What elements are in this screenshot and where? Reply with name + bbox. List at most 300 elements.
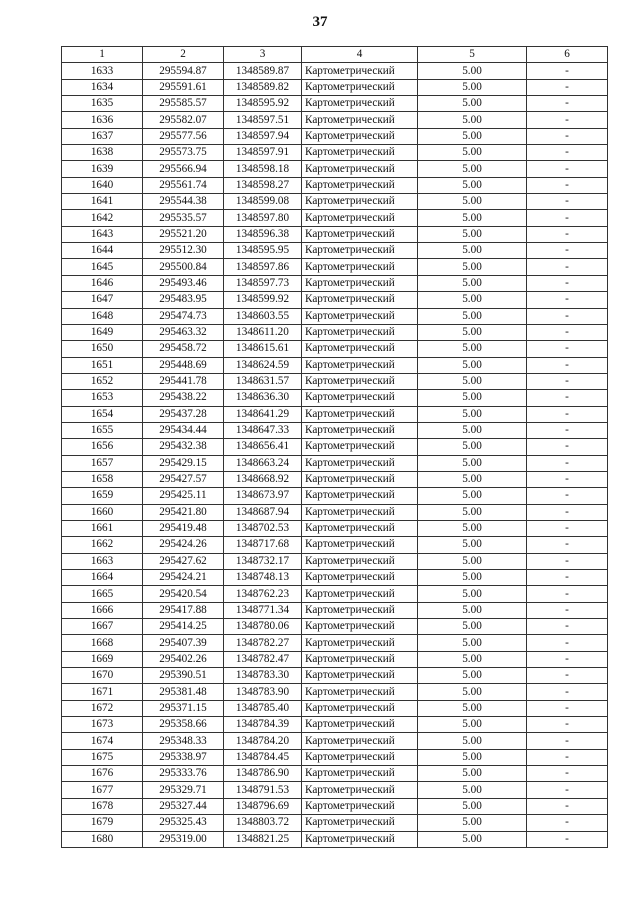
accuracy-cell: 5.00	[418, 700, 527, 716]
x-coordinate-cell: 295585.57	[143, 96, 224, 112]
method-cell: Картометрический	[302, 766, 418, 782]
table-row	[62, 619, 608, 635]
x-coordinate-cell: 295381.48	[143, 684, 224, 700]
point-number-cell: 1668	[62, 635, 143, 651]
table-row	[62, 308, 608, 324]
point-number-cell: 1655	[62, 422, 143, 438]
method-cell: Картометрический	[302, 537, 418, 553]
point-number-cell: 1673	[62, 717, 143, 733]
x-coordinate-cell: 295371.15	[143, 700, 224, 716]
x-coordinate-cell: 295535.57	[143, 210, 224, 226]
description-cell: -	[527, 439, 608, 455]
method-cell: Картометрический	[302, 194, 418, 210]
method-cell: Картометрический	[302, 357, 418, 373]
x-coordinate-cell: 295427.62	[143, 553, 224, 569]
method-cell: Картометрический	[302, 292, 418, 308]
table-row	[62, 357, 608, 373]
method-cell: Картометрический	[302, 668, 418, 684]
y-coordinate-cell: 1348687.94	[224, 504, 302, 520]
table-row	[62, 128, 608, 144]
table-row	[62, 226, 608, 242]
accuracy-cell: 5.00	[418, 275, 527, 291]
description-cell: -	[527, 226, 608, 242]
accuracy-cell: 5.00	[418, 553, 527, 569]
y-coordinate-cell: 1348596.38	[224, 226, 302, 242]
x-coordinate-cell: 295458.72	[143, 341, 224, 357]
y-coordinate-cell: 1348663.24	[224, 455, 302, 471]
y-coordinate-cell: 1348717.68	[224, 537, 302, 553]
accuracy-cell: 5.00	[418, 63, 527, 79]
point-number-cell: 1639	[62, 161, 143, 177]
method-cell: Картометрический	[302, 341, 418, 357]
description-cell: -	[527, 259, 608, 275]
column-header-3: 3	[224, 47, 302, 63]
description-cell: -	[527, 504, 608, 520]
table-row	[62, 684, 608, 700]
table-row	[62, 96, 608, 112]
point-number-cell: 1644	[62, 243, 143, 259]
point-number-cell: 1674	[62, 733, 143, 749]
table-row	[62, 406, 608, 422]
accuracy-cell: 5.00	[418, 128, 527, 144]
table-row	[62, 586, 608, 602]
table-row	[62, 161, 608, 177]
x-coordinate-cell: 295582.07	[143, 112, 224, 128]
y-coordinate-cell: 1348656.41	[224, 439, 302, 455]
accuracy-cell: 5.00	[418, 733, 527, 749]
point-number-cell: 1667	[62, 619, 143, 635]
point-number-cell: 1676	[62, 766, 143, 782]
table-row	[62, 537, 608, 553]
x-coordinate-cell: 295329.71	[143, 782, 224, 798]
description-cell: -	[527, 390, 608, 406]
table-row	[62, 798, 608, 814]
description-cell: -	[527, 700, 608, 716]
y-coordinate-cell: 1348771.34	[224, 602, 302, 618]
point-number-cell: 1640	[62, 177, 143, 193]
y-coordinate-cell: 1348821.25	[224, 831, 302, 847]
table-row	[62, 259, 608, 275]
description-cell: -	[527, 308, 608, 324]
y-coordinate-cell: 1348611.20	[224, 324, 302, 340]
method-cell: Картометрический	[302, 275, 418, 291]
accuracy-cell: 5.00	[418, 439, 527, 455]
description-cell: -	[527, 161, 608, 177]
description-cell: -	[527, 815, 608, 831]
accuracy-cell: 5.00	[418, 455, 527, 471]
accuracy-cell: 5.00	[418, 668, 527, 684]
method-cell: Картометрический	[302, 619, 418, 635]
method-cell: Картометрический	[302, 733, 418, 749]
method-cell: Картометрический	[302, 390, 418, 406]
accuracy-cell: 5.00	[418, 210, 527, 226]
method-cell: Картометрический	[302, 145, 418, 161]
description-cell: -	[527, 79, 608, 95]
column-header-6: 6	[527, 47, 608, 63]
x-coordinate-cell: 295325.43	[143, 815, 224, 831]
method-cell: Картометрический	[302, 455, 418, 471]
point-number-cell: 1656	[62, 439, 143, 455]
description-cell: -	[527, 194, 608, 210]
point-number-cell: 1633	[62, 63, 143, 79]
x-coordinate-cell: 295437.28	[143, 406, 224, 422]
table-row	[62, 700, 608, 716]
accuracy-cell: 5.00	[418, 619, 527, 635]
point-number-cell: 1661	[62, 520, 143, 536]
table-row	[62, 145, 608, 161]
x-coordinate-cell: 295448.69	[143, 357, 224, 373]
x-coordinate-cell: 295512.30	[143, 243, 224, 259]
description-cell: -	[527, 292, 608, 308]
description-cell: -	[527, 520, 608, 536]
x-coordinate-cell: 295414.25	[143, 619, 224, 635]
accuracy-cell: 5.00	[418, 373, 527, 389]
method-cell: Картометрический	[302, 373, 418, 389]
x-coordinate-cell: 295500.84	[143, 259, 224, 275]
table-row	[62, 749, 608, 765]
x-coordinate-cell: 295348.33	[143, 733, 224, 749]
x-coordinate-cell: 295474.73	[143, 308, 224, 324]
table-row	[62, 488, 608, 504]
x-coordinate-cell: 295483.95	[143, 292, 224, 308]
method-cell: Картометрический	[302, 520, 418, 536]
point-number-cell: 1672	[62, 700, 143, 716]
table-row	[62, 651, 608, 667]
description-cell: -	[527, 831, 608, 847]
point-number-cell: 1648	[62, 308, 143, 324]
accuracy-cell: 5.00	[418, 831, 527, 847]
table-row	[62, 373, 608, 389]
point-number-cell: 1646	[62, 275, 143, 291]
table-row	[62, 553, 608, 569]
method-cell: Картометрический	[302, 422, 418, 438]
method-cell: Картометрический	[302, 684, 418, 700]
point-number-cell: 1647	[62, 292, 143, 308]
x-coordinate-cell: 295420.54	[143, 586, 224, 602]
y-coordinate-cell: 1348603.55	[224, 308, 302, 324]
column-header-1: 1	[62, 47, 143, 63]
method-cell: Картометрический	[302, 259, 418, 275]
point-number-cell: 1657	[62, 455, 143, 471]
description-cell: -	[527, 668, 608, 684]
description-cell: -	[527, 243, 608, 259]
y-coordinate-cell: 1348782.47	[224, 651, 302, 667]
method-cell: Картометрический	[302, 504, 418, 520]
accuracy-cell: 5.00	[418, 390, 527, 406]
method-cell: Картометрический	[302, 471, 418, 487]
table-row	[62, 831, 608, 847]
accuracy-cell: 5.00	[418, 602, 527, 618]
description-cell: -	[527, 275, 608, 291]
x-coordinate-cell: 295561.74	[143, 177, 224, 193]
table-row	[62, 815, 608, 831]
y-coordinate-cell: 1348589.82	[224, 79, 302, 95]
description-cell: -	[527, 766, 608, 782]
table-row	[62, 635, 608, 651]
x-coordinate-cell: 295424.21	[143, 570, 224, 586]
accuracy-cell: 5.00	[418, 79, 527, 95]
point-number-cell: 1651	[62, 357, 143, 373]
coordinates-table	[61, 46, 608, 848]
table-row	[62, 210, 608, 226]
y-coordinate-cell: 1348791.53	[224, 782, 302, 798]
point-number-cell: 1678	[62, 798, 143, 814]
description-cell: -	[527, 553, 608, 569]
accuracy-cell: 5.00	[418, 357, 527, 373]
description-cell: -	[527, 684, 608, 700]
column-header-4: 4	[302, 47, 418, 63]
description-cell: -	[527, 324, 608, 340]
y-coordinate-cell: 1348803.72	[224, 815, 302, 831]
x-coordinate-cell: 295521.20	[143, 226, 224, 242]
y-coordinate-cell: 1348597.86	[224, 259, 302, 275]
description-cell: -	[527, 341, 608, 357]
accuracy-cell: 5.00	[418, 749, 527, 765]
y-coordinate-cell: 1348784.39	[224, 717, 302, 733]
accuracy-cell: 5.00	[418, 766, 527, 782]
table-row	[62, 439, 608, 455]
method-cell: Картометрический	[302, 749, 418, 765]
description-cell: -	[527, 112, 608, 128]
accuracy-cell: 5.00	[418, 112, 527, 128]
method-cell: Картометрический	[302, 717, 418, 733]
x-coordinate-cell: 295333.76	[143, 766, 224, 782]
point-number-cell: 1669	[62, 651, 143, 667]
method-cell: Картометрический	[302, 635, 418, 651]
accuracy-cell: 5.00	[418, 471, 527, 487]
method-cell: Картометрический	[302, 324, 418, 340]
accuracy-cell: 5.00	[418, 798, 527, 814]
table-row	[62, 668, 608, 684]
accuracy-cell: 5.00	[418, 308, 527, 324]
point-number-cell: 1670	[62, 668, 143, 684]
point-number-cell: 1666	[62, 602, 143, 618]
x-coordinate-cell: 295566.94	[143, 161, 224, 177]
method-cell: Картометрический	[302, 308, 418, 324]
point-number-cell: 1663	[62, 553, 143, 569]
accuracy-cell: 5.00	[418, 259, 527, 275]
point-number-cell: 1635	[62, 96, 143, 112]
accuracy-cell: 5.00	[418, 651, 527, 667]
y-coordinate-cell: 1348636.30	[224, 390, 302, 406]
point-number-cell: 1652	[62, 373, 143, 389]
y-coordinate-cell: 1348615.61	[224, 341, 302, 357]
accuracy-cell: 5.00	[418, 177, 527, 193]
y-coordinate-cell: 1348702.53	[224, 520, 302, 536]
method-cell: Картометрический	[302, 651, 418, 667]
accuracy-cell: 5.00	[418, 586, 527, 602]
x-coordinate-cell: 295427.57	[143, 471, 224, 487]
method-cell: Картометрический	[302, 798, 418, 814]
description-cell: -	[527, 602, 608, 618]
table-row	[62, 112, 608, 128]
point-number-cell: 1665	[62, 586, 143, 602]
column-header-5: 5	[418, 47, 527, 63]
point-number-cell: 1654	[62, 406, 143, 422]
description-cell: -	[527, 455, 608, 471]
point-number-cell: 1679	[62, 815, 143, 831]
method-cell: Картометрический	[302, 177, 418, 193]
method-cell: Картометрический	[302, 63, 418, 79]
y-coordinate-cell: 1348598.18	[224, 161, 302, 177]
y-coordinate-cell: 1348624.59	[224, 357, 302, 373]
accuracy-cell: 5.00	[418, 782, 527, 798]
x-coordinate-cell: 295463.32	[143, 324, 224, 340]
description-cell: -	[527, 422, 608, 438]
description-cell: -	[527, 210, 608, 226]
y-coordinate-cell: 1348732.17	[224, 553, 302, 569]
point-number-cell: 1658	[62, 471, 143, 487]
description-cell: -	[527, 145, 608, 161]
y-coordinate-cell: 1348785.40	[224, 700, 302, 716]
x-coordinate-cell: 295573.75	[143, 145, 224, 161]
table-row	[62, 63, 608, 79]
y-coordinate-cell: 1348786.90	[224, 766, 302, 782]
method-cell: Картометрический	[302, 226, 418, 242]
accuracy-cell: 5.00	[418, 324, 527, 340]
description-cell: -	[527, 586, 608, 602]
x-coordinate-cell: 295358.66	[143, 717, 224, 733]
method-cell: Картометрический	[302, 831, 418, 847]
description-cell: -	[527, 733, 608, 749]
point-number-cell: 1664	[62, 570, 143, 586]
method-cell: Картометрический	[302, 79, 418, 95]
y-coordinate-cell: 1348631.57	[224, 373, 302, 389]
y-coordinate-cell: 1348783.90	[224, 684, 302, 700]
table-row	[62, 570, 608, 586]
y-coordinate-cell: 1348796.69	[224, 798, 302, 814]
method-cell: Картометрический	[302, 161, 418, 177]
y-coordinate-cell: 1348673.97	[224, 488, 302, 504]
table-row	[62, 782, 608, 798]
point-number-cell: 1671	[62, 684, 143, 700]
accuracy-cell: 5.00	[418, 96, 527, 112]
accuracy-cell: 5.00	[418, 422, 527, 438]
x-coordinate-cell: 295424.26	[143, 537, 224, 553]
accuracy-cell: 5.00	[418, 570, 527, 586]
point-number-cell: 1637	[62, 128, 143, 144]
x-coordinate-cell: 295319.00	[143, 831, 224, 847]
table-header-row	[62, 47, 608, 63]
accuracy-cell: 5.00	[418, 145, 527, 161]
method-cell: Картометрический	[302, 815, 418, 831]
table-body	[62, 63, 608, 848]
description-cell: -	[527, 782, 608, 798]
y-coordinate-cell: 1348599.08	[224, 194, 302, 210]
description-cell: -	[527, 177, 608, 193]
table-row	[62, 602, 608, 618]
column-header-2: 2	[143, 47, 224, 63]
description-cell: -	[527, 798, 608, 814]
table-row	[62, 243, 608, 259]
accuracy-cell: 5.00	[418, 161, 527, 177]
accuracy-cell: 5.00	[418, 488, 527, 504]
x-coordinate-cell: 295577.56	[143, 128, 224, 144]
point-number-cell: 1677	[62, 782, 143, 798]
x-coordinate-cell: 295434.44	[143, 422, 224, 438]
x-coordinate-cell: 295438.22	[143, 390, 224, 406]
method-cell: Картометрический	[302, 406, 418, 422]
point-number-cell: 1636	[62, 112, 143, 128]
x-coordinate-cell: 295429.15	[143, 455, 224, 471]
method-cell: Картометрический	[302, 96, 418, 112]
y-coordinate-cell: 1348647.33	[224, 422, 302, 438]
description-cell: -	[527, 570, 608, 586]
y-coordinate-cell: 1348595.95	[224, 243, 302, 259]
accuracy-cell: 5.00	[418, 717, 527, 733]
point-number-cell: 1645	[62, 259, 143, 275]
table-row	[62, 471, 608, 487]
method-cell: Картометрический	[302, 570, 418, 586]
method-cell: Картометрический	[302, 439, 418, 455]
x-coordinate-cell: 295544.38	[143, 194, 224, 210]
table-row	[62, 455, 608, 471]
description-cell: -	[527, 635, 608, 651]
y-coordinate-cell: 1348780.06	[224, 619, 302, 635]
description-cell: -	[527, 717, 608, 733]
description-cell: -	[527, 619, 608, 635]
table-row	[62, 520, 608, 536]
description-cell: -	[527, 488, 608, 504]
point-number-cell: 1650	[62, 341, 143, 357]
x-coordinate-cell: 295594.87	[143, 63, 224, 79]
accuracy-cell: 5.00	[418, 406, 527, 422]
point-number-cell: 1634	[62, 79, 143, 95]
method-cell: Картометрический	[302, 700, 418, 716]
description-cell: -	[527, 373, 608, 389]
x-coordinate-cell: 295407.39	[143, 635, 224, 651]
x-coordinate-cell: 295327.44	[143, 798, 224, 814]
description-cell: -	[527, 128, 608, 144]
table-row	[62, 766, 608, 782]
method-cell: Картометрический	[302, 128, 418, 144]
point-number-cell: 1659	[62, 488, 143, 504]
y-coordinate-cell: 1348762.23	[224, 586, 302, 602]
description-cell: -	[527, 651, 608, 667]
y-coordinate-cell: 1348784.20	[224, 733, 302, 749]
table-row	[62, 504, 608, 520]
accuracy-cell: 5.00	[418, 635, 527, 651]
method-cell: Картометрический	[302, 586, 418, 602]
point-number-cell: 1653	[62, 390, 143, 406]
y-coordinate-cell: 1348668.92	[224, 471, 302, 487]
point-number-cell: 1641	[62, 194, 143, 210]
page-number: 37	[312, 14, 328, 30]
y-coordinate-cell: 1348641.29	[224, 406, 302, 422]
point-number-cell: 1662	[62, 537, 143, 553]
description-cell: -	[527, 537, 608, 553]
table-row	[62, 177, 608, 193]
y-coordinate-cell: 1348597.91	[224, 145, 302, 161]
accuracy-cell: 5.00	[418, 341, 527, 357]
y-coordinate-cell: 1348784.45	[224, 749, 302, 765]
x-coordinate-cell: 295425.11	[143, 488, 224, 504]
x-coordinate-cell: 295591.61	[143, 79, 224, 95]
accuracy-cell: 5.00	[418, 684, 527, 700]
y-coordinate-cell: 1348597.73	[224, 275, 302, 291]
table-row	[62, 275, 608, 291]
accuracy-cell: 5.00	[418, 815, 527, 831]
description-cell: -	[527, 96, 608, 112]
table-row	[62, 79, 608, 95]
point-number-cell: 1643	[62, 226, 143, 242]
point-number-cell: 1680	[62, 831, 143, 847]
accuracy-cell: 5.00	[418, 520, 527, 536]
y-coordinate-cell: 1348589.87	[224, 63, 302, 79]
method-cell: Картометрический	[302, 488, 418, 504]
table-row	[62, 292, 608, 308]
method-cell: Картометрический	[302, 112, 418, 128]
